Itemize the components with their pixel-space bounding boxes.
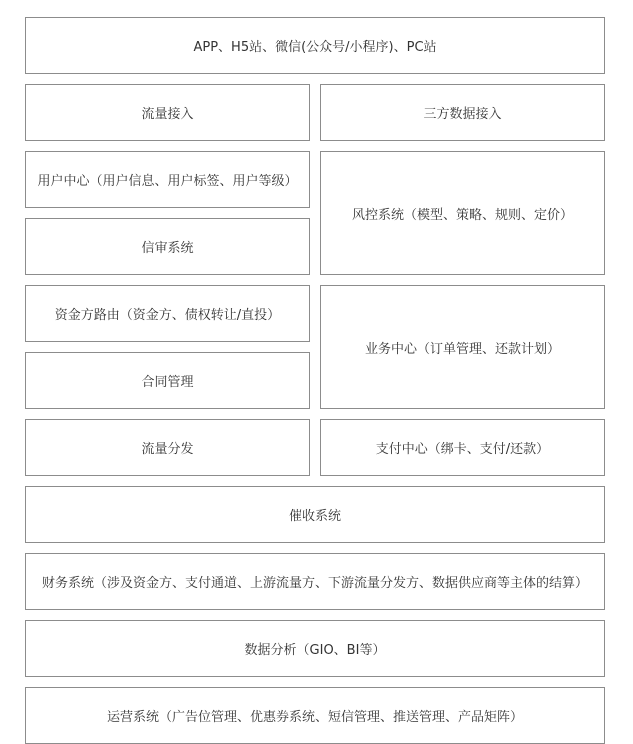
finance-box xyxy=(25,553,605,610)
credit-review-box xyxy=(25,218,310,275)
contract-mgmt-label: 合同管理 xyxy=(141,375,194,390)
clients-label: APP、H5站、微信(公众号/小程序)、PC站 xyxy=(193,40,437,55)
operations-box xyxy=(25,687,605,744)
operations-label: 运营系统（广告位管理、优惠券系统、短信管理、推送管理、产品矩阵） xyxy=(106,710,523,725)
user-center-label: 用户中心（用户信息、用户标签、用户等级） xyxy=(37,174,298,189)
risk-control-box xyxy=(320,151,605,275)
finance-label: 财务系统（涉及资金方、支付通道、上游流量方、下游流量分发方、数据供应商等主体的结算） xyxy=(41,576,588,591)
business-center-box xyxy=(320,285,605,409)
payment-center-label: 支付中心（绑卡、支付/还款） xyxy=(375,442,550,457)
contract-mgmt-box xyxy=(25,352,310,409)
collection-box xyxy=(25,486,605,543)
traffic-access-box xyxy=(25,84,310,141)
user-center-box xyxy=(25,151,310,208)
business-center-label: 业务中心（订单管理、还款计划） xyxy=(364,341,560,357)
fund-routing-label: 资金方路由（资金方、债权转让/直投） xyxy=(54,308,281,323)
third-party-data-box xyxy=(320,84,605,141)
fund-routing-box xyxy=(25,285,310,342)
payment-center-box xyxy=(320,419,605,476)
traffic-access-label: 流量接入 xyxy=(141,107,194,122)
traffic-distribution-label: 流量分发 xyxy=(141,442,194,457)
data-analysis-box xyxy=(25,620,605,677)
clients-box xyxy=(25,17,605,74)
traffic-distribution-box xyxy=(25,419,310,476)
data-analysis-label: 数据分析（GIO、BI等） xyxy=(244,643,386,658)
credit-review-label: 信审系统 xyxy=(141,241,194,256)
collection-label: 催收系统 xyxy=(288,509,341,524)
risk-control-label: 风控系统（模型、策略、规则、定价） xyxy=(351,207,573,223)
third-party-data-label: 三方数据接入 xyxy=(423,107,502,122)
